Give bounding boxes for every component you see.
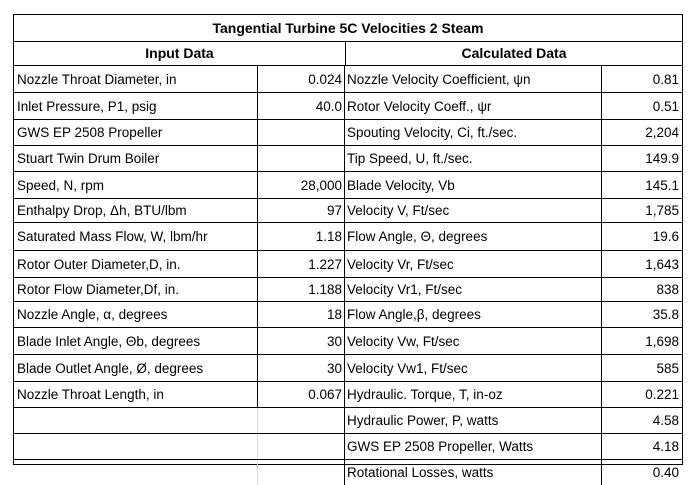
calculated-value: 0.51 xyxy=(652,98,679,114)
table-row xyxy=(14,460,682,485)
calculated-label: Hydraulic. Torque, T, in-oz xyxy=(345,382,602,407)
calculated-value: 4.58 xyxy=(652,413,679,428)
input-data-header: Input Data xyxy=(14,42,346,65)
input-label: Inlet Pressure, P1, psig xyxy=(14,93,258,119)
calculated-label: Velocity Vr, Ft/sec xyxy=(345,251,602,277)
input-value: 1.188 xyxy=(258,278,345,301)
input-label: Enthalpy Drop, Δh, BTU/lbm xyxy=(14,199,258,222)
input-label: Rotor Flow Diameter,Df, in. xyxy=(14,278,258,301)
table-row xyxy=(14,382,682,408)
table-body xyxy=(14,66,682,485)
calculated-value: 0.40 xyxy=(652,465,679,480)
input-label: Blade Outlet Angle, Ø, degrees xyxy=(14,355,258,381)
input-value: 0.067 xyxy=(258,382,345,407)
calculated-value: 838 xyxy=(656,282,679,297)
input-value: 1.18 xyxy=(258,223,345,250)
calculated-label: Velocity Vw1, Ft/sec xyxy=(345,355,602,381)
input-value xyxy=(258,408,345,433)
input-value: 40.0 xyxy=(258,93,345,119)
calculated-label: Velocity V, Ft/sec xyxy=(345,199,602,222)
input-label: Rotor Outer Diameter,D, in. xyxy=(14,251,258,277)
calculated-value: 35.8 xyxy=(652,307,679,322)
input-value: 97 xyxy=(258,199,345,222)
calculated-label: Flow Angle, Θ, degrees xyxy=(345,223,602,250)
calculated-value: 2,204 xyxy=(645,125,679,140)
input-label: Speed, N, rpm xyxy=(14,172,258,198)
calculated-value: 1,785 xyxy=(645,203,679,218)
calculated-label: Spouting Velocity, Ci, ft./sec. xyxy=(345,120,602,145)
calculated-label: Rotational Losses, watts xyxy=(345,460,602,485)
table-row xyxy=(14,355,682,382)
table-row xyxy=(14,328,682,355)
input-label: Saturated Mass Flow, W, lbm/hr xyxy=(14,223,258,250)
table-row xyxy=(14,199,682,223)
input-label: Nozzle Throat Diameter, in xyxy=(14,66,258,92)
calculated-label: Rotor Velocity Coeff., ψr xyxy=(345,93,602,119)
input-value xyxy=(258,434,345,459)
input-label: Stuart Twin Drum Boiler xyxy=(14,146,258,171)
table-row xyxy=(14,172,682,199)
input-value: 28,000 xyxy=(258,172,345,198)
calculated-value: 1,698 xyxy=(645,333,679,349)
input-value xyxy=(258,120,345,145)
input-value: 30 xyxy=(258,328,345,354)
calculated-label: Velocity Vr1, Ft/sec xyxy=(345,278,602,301)
calculated-value: 145.1 xyxy=(645,177,679,193)
calculated-value: 0.221 xyxy=(645,387,679,402)
input-value xyxy=(258,460,345,485)
table-row xyxy=(14,146,682,172)
table-row xyxy=(14,93,682,120)
table-row xyxy=(14,434,682,460)
input-label: Blade Inlet Angle, Θb, degrees xyxy=(14,328,258,354)
table-row xyxy=(14,120,682,146)
input-label xyxy=(14,434,258,459)
input-label: GWS EP 2508 Propeller xyxy=(14,120,258,145)
calculated-value: 1,643 xyxy=(645,256,679,272)
table-row xyxy=(14,66,682,93)
calculated-label: Hydraulic Power, P, watts xyxy=(345,408,602,433)
calculated-label: GWS EP 2508 Propeller, Watts xyxy=(345,434,602,459)
input-label: Nozzle Throat Length, in xyxy=(14,382,258,407)
turbine-velocities-table xyxy=(13,14,683,480)
calculated-value: 149.9 xyxy=(645,151,679,166)
table-row xyxy=(14,302,682,328)
table-row xyxy=(14,408,682,434)
table-row xyxy=(14,223,682,251)
input-value: 18 xyxy=(258,302,345,327)
calculated-label: Nozzle Velocity Coefficient, ψn xyxy=(345,66,602,92)
calculated-label: Tip Speed, U, ft./sec. xyxy=(345,146,602,171)
calculated-label: Velocity Vw, Ft/sec xyxy=(345,328,602,354)
input-value: 0.024 xyxy=(258,66,345,92)
input-label: Nozzle Angle, α, degrees xyxy=(14,302,258,327)
input-label xyxy=(14,460,258,485)
calculated-label: Flow Angle,β, degrees xyxy=(345,302,602,327)
calculated-value: 0.81 xyxy=(652,71,679,87)
table-row xyxy=(14,251,682,278)
table-title: Tangential Turbine 5C Velocities 2 Steam xyxy=(14,15,682,42)
calculated-value: 4.18 xyxy=(652,439,679,454)
calculated-value: 585 xyxy=(656,360,679,376)
input-value: 30 xyxy=(258,355,345,381)
calculated-label: Blade Velocity, Vb xyxy=(345,172,602,198)
input-label xyxy=(14,408,258,433)
input-value xyxy=(258,146,345,171)
calculated-data-header: Calculated Data xyxy=(461,45,567,61)
input-value: 1.227 xyxy=(258,251,345,277)
header-row xyxy=(14,42,682,66)
table-row xyxy=(14,278,682,302)
calculated-value: 19.6 xyxy=(652,229,679,244)
